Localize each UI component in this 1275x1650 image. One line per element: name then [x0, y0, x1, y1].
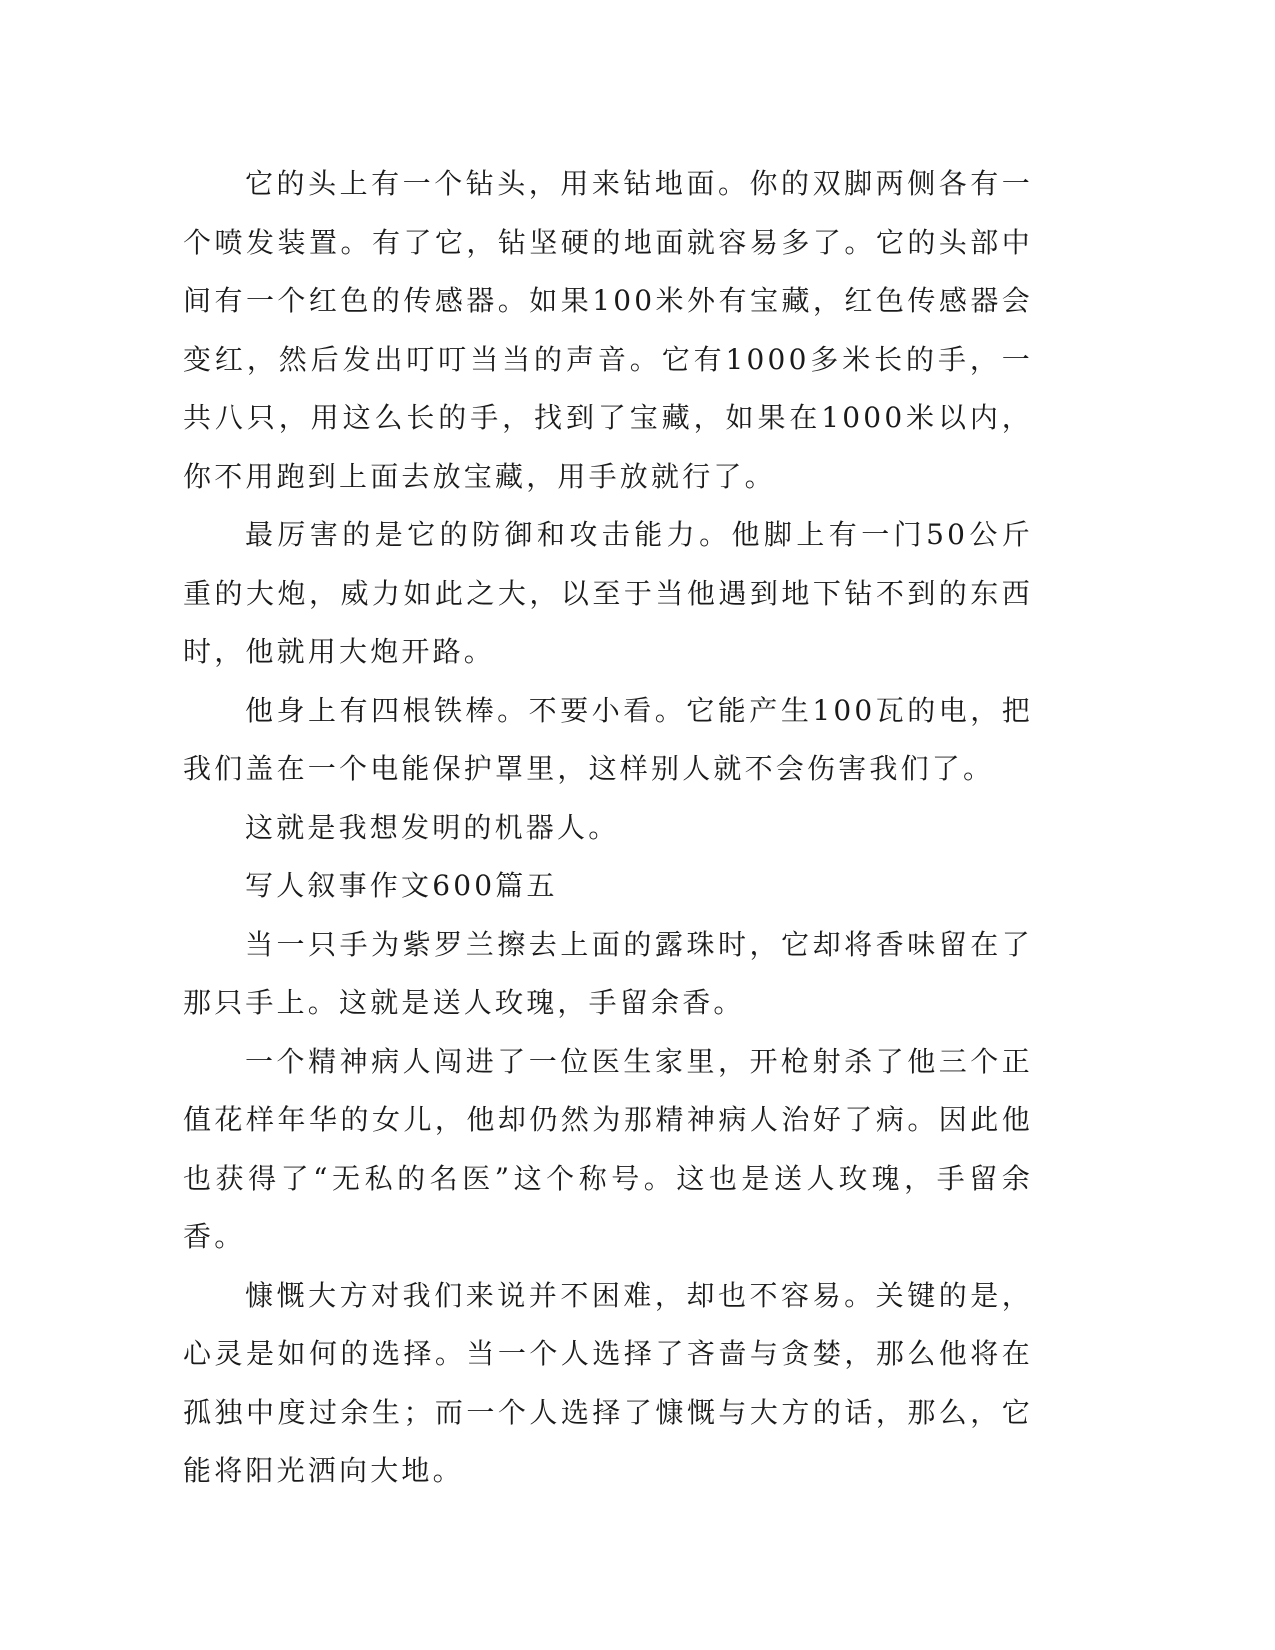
document-body [183, 155, 1033, 1501]
paragraph-robot-features: 它的头上有一个钻头，用来钻地面。你的双脚两侧各有一个喷发装置。有了它，钻坚硬的地面就容易多了。它的头部中间有一个红色的传感器。如果100米外有宝藏，红色传感器会变红，然后发出叮叮当当的声音。它有1000多米长的手，一共八只，用这么长的手，找到了宝藏，如果在1000米以内，你不用跑到上面去放宝藏，用手放就行了。 [183, 167, 1033, 493]
paragraph-robot-cannon: 最厉害的是它的防御和攻击能力。他脚上有一门50公斤重的大炮，威力如此之大，以至于当他遇到地下钻不到的东西时，他就用大炮开路。 [183, 518, 1033, 668]
paragraph-robot-conclusion: 这就是我想发明的机器人。 [245, 810, 620, 844]
paragraph-generosity: 慷慨大方对我们来说并不困难，却也不容易。关键的是，心灵是如何的选择。当一个人选择了吝啬与贪婪，那么他将在孤独中度过余生；而一个人选择了慷慨与大方的话，那么，它能将阳光洒向大地。 [183, 1278, 1033, 1487]
section-heading: 写人叙事作文600篇五 [245, 869, 558, 902]
paragraph-doctor: 一个精神病人闯进了一位医生家里，开枪射杀了他三个正值花样年华的女儿，他却仍然为那精神病人治好了病。因此他也获得了“无私的名医”这个称号。这也是送人玫瑰，手留余香。 [183, 1044, 1033, 1253]
paragraph-violet: 当一只手为紫罗兰擦去上面的露珠时，它却将香味留在了那只手上。这就是送人玫瑰，手留余香。 [183, 927, 1033, 1019]
paragraph-robot-shield: 他身上有四根铁棒。不要小看。它能产生100瓦的电，把我们盖在一个电能保护罩里，这样别人就不会伤害我们了。 [183, 693, 1033, 785]
